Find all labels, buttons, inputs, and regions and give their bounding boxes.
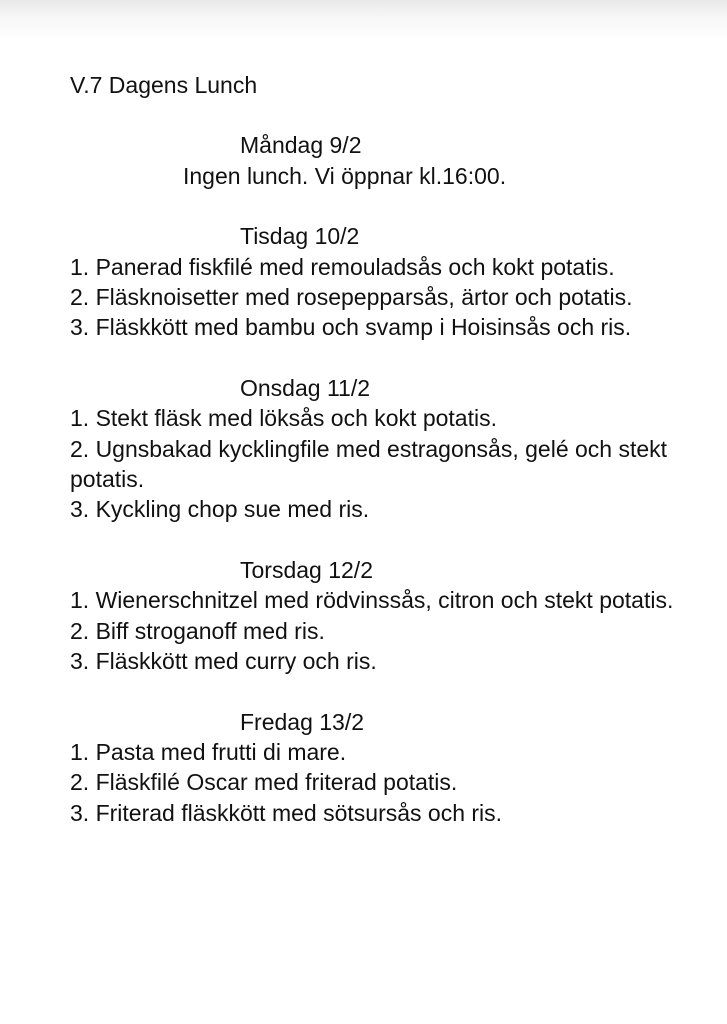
document-title: V.7 Dagens Lunch xyxy=(70,72,258,98)
day-tuesday xyxy=(70,221,690,343)
menu-item: 2. Fläskfilé Oscar med friterad potatis. xyxy=(70,769,458,796)
menu-item: 3. Friterad fläskkött med sötsursås och ris. xyxy=(70,799,503,826)
day-thursday xyxy=(70,555,690,677)
day-heading: Onsdag 11/2 xyxy=(240,374,371,401)
menu-item: 1. Panerad fiskfilé med remouladsås och kokt potatis. xyxy=(70,253,615,280)
menu-list xyxy=(70,252,690,343)
menu-list xyxy=(70,585,690,676)
menu-list xyxy=(70,403,690,525)
day-heading: Torsdag 12/2 xyxy=(240,556,373,583)
menu-item: 2. Fläsknoisetter med rosepepparsås, ärtor och potatis. xyxy=(70,284,633,311)
top-shadow xyxy=(0,0,727,40)
menu-item: 1. Pasta med frutti di mare. xyxy=(70,738,347,765)
day-wednesday xyxy=(70,373,690,525)
menu-item: 1. Wienerschnitzel med rödvinssås, citron och stekt potatis. xyxy=(70,587,674,614)
menu-item: 1. Stekt fläsk med löksås och kokt potatis. xyxy=(70,405,497,432)
day-friday xyxy=(70,707,690,829)
day-heading: Måndag 9/2 xyxy=(240,132,362,159)
menu-item: 2. Biff stroganoff med ris. xyxy=(70,617,325,644)
day-heading: Fredag 13/2 xyxy=(240,708,365,735)
lunch-menu-document xyxy=(70,70,690,828)
menu-list xyxy=(70,737,690,828)
menu-item: 3. Fläskkött med curry och ris. xyxy=(70,648,377,675)
menu-item: 3. Fläskkött med bambu och svamp i Hoisinsås och ris. xyxy=(70,314,632,341)
day-monday xyxy=(70,130,690,191)
day-heading: Tisdag 10/2 xyxy=(240,223,360,250)
menu-item: 3. Kyckling chop sue med ris. xyxy=(70,496,370,523)
menu-item: 2. Ugnsbakad kycklingfile med estragonsås, gelé och stekt potatis. xyxy=(70,435,668,493)
closed-note: Ingen lunch. Vi öppnar kl.16:00. xyxy=(183,162,507,189)
